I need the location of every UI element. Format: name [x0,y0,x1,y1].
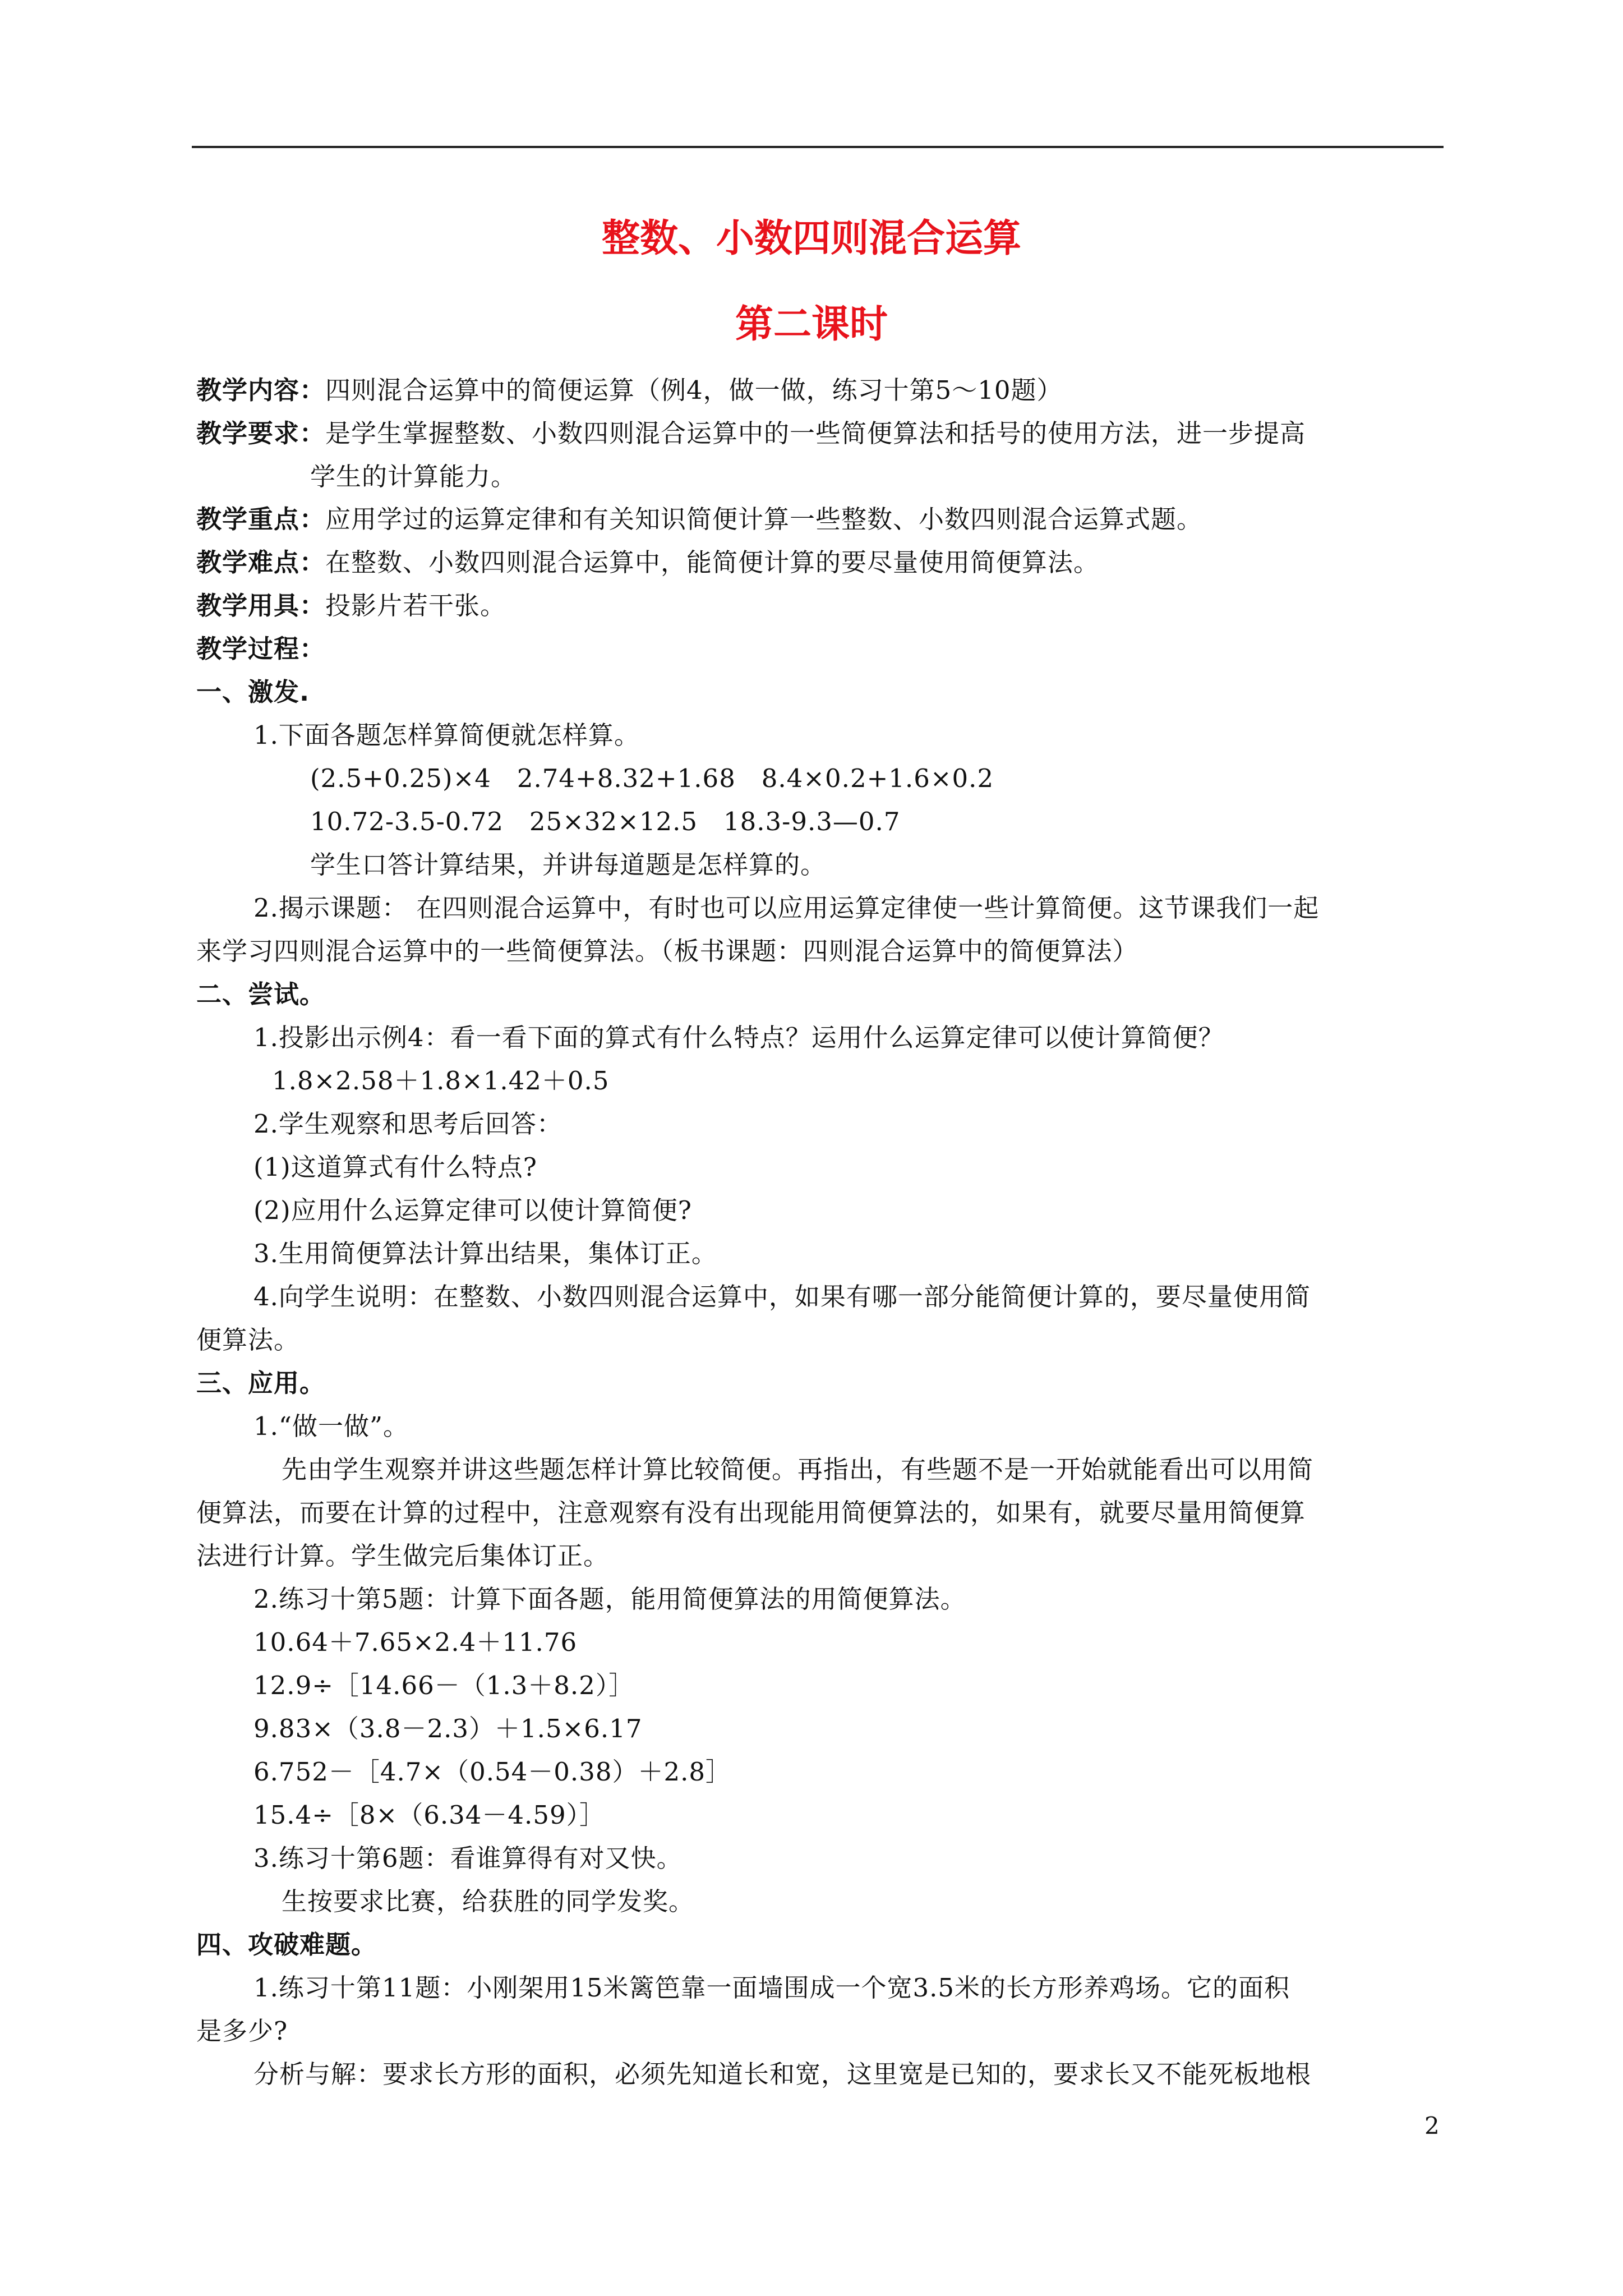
paragraph: 2.学生观察和思考后回答： [253,1109,562,1139]
expression: 12.9÷［14.66－（1.3＋8.2）］ [253,1671,635,1700]
meta-label: 教学要求： [196,418,326,448]
meta-process [196,633,325,665]
meta-label: 教学难点： [196,547,326,577]
meta-text: 四则混合运算中的简便运算（例4，做一做，练习十第5～10题） [325,375,1063,405]
expression: 9.83×（3.8－2.3）＋1.5×6.17 [253,1714,643,1743]
paragraph: 2.练习十第5题：计算下面各题，能用简便算法的用简便算法。 [253,1584,966,1614]
meta-label: 教学重点： [196,504,326,534]
paragraph: 1.“做一做”。 [253,1411,409,1441]
meta-requirements-cont: 学生的计算能力。 [310,462,517,491]
expression-row: (2.5+0.25)×4 2.74+8.32+1.68 8.4×0.2+1.6×0.2 [310,763,994,793]
expression: 15.4÷［8×（6.34－4.59）］ [253,1800,606,1830]
section-heading: 三、应用。 [196,1368,326,1398]
paragraph: 1.下面各题怎样算简便就怎样算。 [253,720,640,750]
meta-text: 在整数、小数四则混合运算中，能简便计算的要尽量使用简便算法。 [325,547,1100,577]
meta-label: 教学内容： [196,375,326,405]
meta-label: 教学用具： [196,591,326,620]
paragraph: 先由学生观察并讲这些题怎样计算比较简便。再指出，有些题不是一开始就能看出可以用简 [282,1455,1314,1484]
header-rule [192,146,1444,148]
section-heading: 四、攻破难题。 [196,1930,377,1959]
meta-requirements [196,418,1306,449]
paragraph: 学生口答计算结果，并讲每道题是怎样算的。 [310,850,827,880]
expression-row: 10.72-3.5-0.72 25×32×12.5 18.3-9.3—0.7 [310,807,901,836]
paragraph: 生按要求比赛，给获胜的同学发奖。 [282,1887,695,1916]
paragraph: 便算法，而要在计算的过程中，注意观察有没有出现能用简便算法的，如果有，就要尽量用简便算 [196,1498,1306,1527]
document-title: 整数、小数四则混合运算 [601,217,1021,261]
meta-key-points [196,504,1202,535]
meta-difficulties [196,547,1099,578]
meta-content [196,375,1063,406]
paragraph: (1)这道算式有什么特点? [253,1152,537,1182]
expression: 10.64＋7.65×2.4＋11.76 [253,1627,578,1657]
paragraph: 3.练习十第6题：看谁算得有对又快。 [253,1843,683,1873]
meta-tools [196,590,506,622]
paragraph: 是多少? [196,2016,288,2046]
page-number: 2 [1424,2112,1440,2139]
section-heading: 二、尝试。 [196,979,326,1009]
meta-text: 是学生掌握整数、小数四则混合运算中的一些简便算法和括号的使用方法，进一步提高 [325,418,1306,448]
meta-label: 教学过程： [196,634,326,664]
paragraph: 分析与解：要求长方形的面积，必须先知道长和宽，这里宽是已知的，要求长又不能死板地根 [253,2059,1312,2089]
paragraph: (2)应用什么运算定律可以使计算简便? [253,1195,692,1225]
meta-text: 投影片若干张。 [325,591,506,620]
paragraph: 法进行计算。学生做完后集体订正。 [196,1541,610,1571]
document-subtitle: 第二课时 [735,302,888,347]
paragraph: 1.练习十第11题：小刚架用15米篱笆靠一面墙围成一个宽3.5米的长方形养鸡场。它的面积 [253,1973,1290,2003]
paragraph: 4.向学生说明：在整数、小数四则混合运算中，如果有哪一部分能简便计算的，要尽量使用简 [253,1282,1311,1312]
meta-text: 应用学过的运算定律和有关知识简便计算一些整数、小数四则混合运算式题。 [325,504,1203,534]
expression: 6.752－［4.7×（0.54－0.38）＋2.8］ [253,1757,732,1787]
paragraph: 1.投影出示例4：看一看下面的算式有什么特点？运用什么运算定律可以使计算简便？ [253,1023,1224,1052]
expression: 1.8×2.58＋1.8×1.42＋0.5 [272,1066,610,1096]
section-heading: 一、激发. [196,677,310,707]
paragraph: 2.揭示课题： 在四则混合运算中，有时也可以应用运算定律使一些计算简便。这节课我们一起 [253,893,1320,923]
paragraph: 3.生用简便算法计算出结果，集体订正。 [253,1239,717,1268]
paragraph: 来学习四则混合运算中的一些简便算法。（板书课题：四则混合运算中的简便算法） [196,936,1138,966]
paragraph: 便算法。 [196,1325,300,1355]
